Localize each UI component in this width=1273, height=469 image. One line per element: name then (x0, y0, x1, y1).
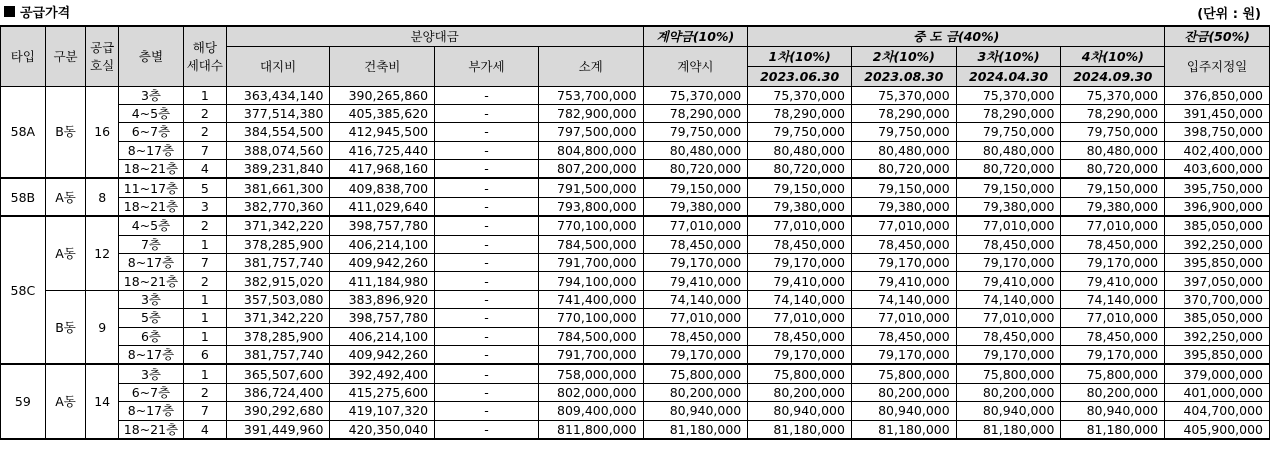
table-row (1, 123, 1270, 141)
cell-m4: 78,450,000 (1061, 235, 1165, 253)
cell-balance: 404,700,000 (1165, 402, 1270, 420)
cell-subtotal: 753,700,000 (538, 86, 643, 104)
cell-m1: 79,170,000 (748, 345, 852, 364)
cell-m3: 80,200,000 (956, 383, 1061, 401)
cell-floor: 18~21층 (118, 420, 183, 439)
cell-m1: 79,750,000 (748, 123, 852, 141)
col-land: 대지비 (226, 46, 330, 86)
cell-m2: 79,380,000 (851, 197, 956, 216)
cell-m3: 79,170,000 (956, 254, 1061, 272)
cell-m1: 77,010,000 (748, 216, 852, 235)
col-m3: 3차(10%) (956, 46, 1061, 66)
cell-floor: 6~7층 (118, 383, 183, 401)
cell-units: 1 (184, 309, 227, 327)
cell-m3: 78,450,000 (956, 235, 1061, 253)
cell-land: 381,661,300 (226, 178, 330, 197)
table-row (1, 86, 1270, 104)
cell-deposit: 80,200,000 (643, 383, 748, 401)
page-header (0, 0, 1273, 26)
cell-vat: - (435, 254, 539, 272)
col-deposit: 계약시 (643, 46, 748, 86)
cell-m2: 78,450,000 (851, 327, 956, 345)
cell-balance: 395,750,000 (1165, 178, 1270, 197)
cell-building: 398,757,780 (330, 216, 435, 235)
cell-m2: 77,010,000 (851, 216, 956, 235)
cell-floor: 18~21층 (118, 197, 183, 216)
col-balance-group: 잔금(50%) (1165, 26, 1270, 46)
cell-balance: 396,900,000 (1165, 197, 1270, 216)
cell-deposit: 75,370,000 (643, 86, 748, 104)
cell-m3: 79,750,000 (956, 123, 1061, 141)
cell-subtotal: 791,500,000 (538, 178, 643, 197)
cell-balance: 391,450,000 (1165, 104, 1270, 122)
cell-balance: 397,050,000 (1165, 272, 1270, 290)
table-header (1, 26, 1270, 86)
cell-m1: 74,140,000 (748, 290, 852, 308)
cell-m4: 79,170,000 (1061, 254, 1165, 272)
cell-m4: 79,410,000 (1061, 272, 1165, 290)
cell-m1: 79,410,000 (748, 272, 852, 290)
cell-floor: 8~17층 (118, 141, 183, 159)
price-table (0, 25, 1270, 440)
table-row (1, 309, 1270, 327)
cell-subtotal: 807,200,000 (538, 160, 643, 179)
cell-vat: - (435, 104, 539, 122)
cell-m1: 77,010,000 (748, 309, 852, 327)
cell-m3: 80,480,000 (956, 141, 1061, 159)
cell-vat: - (435, 272, 539, 290)
cell-subtotal: 784,500,000 (538, 327, 643, 345)
cell-m1: 78,450,000 (748, 235, 852, 253)
cell-m1: 80,480,000 (748, 141, 852, 159)
cell-m3: 79,150,000 (956, 178, 1061, 197)
cell-building: 416,725,440 (330, 141, 435, 159)
cell-m1: 80,940,000 (748, 402, 852, 420)
col-deposit-group: 계약금(10%) (643, 26, 748, 46)
cell-balance: 401,000,000 (1165, 383, 1270, 401)
table-row (1, 402, 1270, 420)
cell-subtotal: 791,700,000 (538, 254, 643, 272)
cell-land: 371,342,220 (226, 216, 330, 235)
cell-m4: 77,010,000 (1061, 216, 1165, 235)
cell-m4: 80,720,000 (1061, 160, 1165, 179)
cell-land: 391,449,960 (226, 420, 330, 439)
cell-land: 377,514,380 (226, 104, 330, 122)
cell-balance: 370,700,000 (1165, 290, 1270, 308)
cell-units: 7 (184, 141, 227, 159)
cell-units: 1 (184, 364, 227, 383)
cell-deposit: 79,380,000 (643, 197, 748, 216)
cell-m4: 80,200,000 (1061, 383, 1165, 401)
cell-floor: 4~5층 (118, 104, 183, 122)
cell-building: 406,214,100 (330, 235, 435, 253)
cell-building: 412,945,500 (330, 123, 435, 141)
cell-vat: - (435, 141, 539, 159)
cell-units: 2 (184, 216, 227, 235)
cell-subtotal: 794,100,000 (538, 272, 643, 290)
cell-subtotal: 802,000,000 (538, 383, 643, 401)
cell-subtotal: 804,800,000 (538, 141, 643, 159)
cell-balance: 395,850,000 (1165, 345, 1270, 364)
cell-vat: - (435, 345, 539, 364)
cell-deposit: 77,010,000 (643, 309, 748, 327)
cell-land: 365,507,600 (226, 364, 330, 383)
cell-vat: - (435, 123, 539, 141)
table-row (1, 290, 1270, 308)
col-m3-date: 2024.04.30 (956, 66, 1061, 86)
cell-m3: 81,180,000 (956, 420, 1061, 439)
table-row (1, 345, 1270, 364)
cell-units: 4 (184, 160, 227, 179)
cell-m4: 79,750,000 (1061, 123, 1165, 141)
cell-m2: 75,370,000 (851, 86, 956, 104)
cell-deposit: 81,180,000 (643, 420, 748, 439)
cell-m4: 77,010,000 (1061, 309, 1165, 327)
cell-balance: 403,600,000 (1165, 160, 1270, 179)
cell-vat: - (435, 364, 539, 383)
cell-land: 388,074,560 (226, 141, 330, 159)
cell-division: B동 (45, 86, 86, 178)
cell-balance: 405,900,000 (1165, 420, 1270, 439)
cell-building: 409,838,700 (330, 178, 435, 197)
cell-subtotal: 791,700,000 (538, 345, 643, 364)
col-supply: 공급 호실 (86, 26, 119, 86)
cell-subtotal: 770,100,000 (538, 309, 643, 327)
col-middle-group: 중 도 금(40%) (748, 26, 1165, 46)
cell-vat: - (435, 402, 539, 420)
cell-deposit: 80,720,000 (643, 160, 748, 179)
cell-m2: 74,140,000 (851, 290, 956, 308)
cell-deposit: 75,800,000 (643, 364, 748, 383)
cell-building: 392,492,400 (330, 364, 435, 383)
table-row (1, 216, 1270, 235)
cell-balance: 398,750,000 (1165, 123, 1270, 141)
cell-deposit: 80,480,000 (643, 141, 748, 159)
col-m1-date: 2023.06.30 (748, 66, 852, 86)
cell-balance: 395,850,000 (1165, 254, 1270, 272)
table-row (1, 141, 1270, 159)
cell-subtotal: 784,500,000 (538, 235, 643, 253)
cell-vat: - (435, 216, 539, 235)
col-m1: 1차(10%) (748, 46, 852, 66)
cell-division: A동 (45, 216, 86, 290)
cell-building: 411,029,640 (330, 197, 435, 216)
cell-m4: 78,450,000 (1061, 327, 1165, 345)
cell-type: 58C (1, 216, 46, 364)
cell-m3: 79,410,000 (956, 272, 1061, 290)
cell-balance: 385,050,000 (1165, 216, 1270, 235)
cell-m2: 79,170,000 (851, 345, 956, 364)
cell-units: 1 (184, 235, 227, 253)
cell-m4: 79,150,000 (1061, 178, 1165, 197)
cell-supply: 9 (86, 290, 119, 364)
cell-land: 382,770,360 (226, 197, 330, 216)
cell-division: A동 (45, 178, 86, 216)
cell-m4: 79,380,000 (1061, 197, 1165, 216)
cell-division: B동 (45, 290, 86, 364)
cell-land: 386,724,400 (226, 383, 330, 401)
table-body (1, 86, 1270, 439)
cell-subtotal: 741,400,000 (538, 290, 643, 308)
col-type: 타입 (1, 26, 46, 86)
cell-subtotal: 770,100,000 (538, 216, 643, 235)
cell-type: 58B (1, 178, 46, 216)
cell-land: 381,757,740 (226, 254, 330, 272)
cell-subtotal: 793,800,000 (538, 197, 643, 216)
cell-building: 409,942,260 (330, 254, 435, 272)
cell-floor: 4~5층 (118, 216, 183, 235)
table-row (1, 104, 1270, 122)
cell-m3: 79,380,000 (956, 197, 1061, 216)
col-division: 구분 (45, 26, 86, 86)
cell-floor: 5층 (118, 309, 183, 327)
cell-units: 2 (184, 272, 227, 290)
cell-units: 2 (184, 383, 227, 401)
cell-vat: - (435, 86, 539, 104)
cell-building: 406,214,100 (330, 327, 435, 345)
cell-m2: 75,800,000 (851, 364, 956, 383)
cell-vat: - (435, 235, 539, 253)
cell-land: 382,915,020 (226, 272, 330, 290)
cell-floor: 8~17층 (118, 254, 183, 272)
cell-land: 371,342,220 (226, 309, 330, 327)
col-units: 해당 세대수 (184, 26, 227, 86)
cell-vat: - (435, 327, 539, 345)
table-row (1, 364, 1270, 383)
cell-m3: 80,940,000 (956, 402, 1061, 420)
cell-m2: 80,940,000 (851, 402, 956, 420)
cell-subtotal: 809,400,000 (538, 402, 643, 420)
cell-deposit: 79,410,000 (643, 272, 748, 290)
cell-m4: 78,290,000 (1061, 104, 1165, 122)
cell-units: 1 (184, 86, 227, 104)
cell-supply: 16 (86, 86, 119, 178)
cell-m3: 75,370,000 (956, 86, 1061, 104)
cell-m3: 77,010,000 (956, 309, 1061, 327)
table-row (1, 235, 1270, 253)
cell-units: 1 (184, 327, 227, 345)
cell-m1: 79,150,000 (748, 178, 852, 197)
cell-m2: 80,720,000 (851, 160, 956, 179)
col-balance: 입주지정일 (1165, 46, 1270, 86)
unit-label: (단위 : 원) (1197, 7, 1261, 22)
cell-deposit: 78,450,000 (643, 327, 748, 345)
cell-deposit: 79,750,000 (643, 123, 748, 141)
cell-floor: 3층 (118, 364, 183, 383)
cell-m2: 79,170,000 (851, 254, 956, 272)
cell-supply: 8 (86, 178, 119, 216)
cell-m3: 78,290,000 (956, 104, 1061, 122)
cell-m4: 80,480,000 (1061, 141, 1165, 159)
cell-m3: 74,140,000 (956, 290, 1061, 308)
title-text: 공급가격 (20, 6, 71, 21)
cell-building: 420,350,040 (330, 420, 435, 439)
cell-balance: 392,250,000 (1165, 327, 1270, 345)
cell-building: 419,107,320 (330, 402, 435, 420)
table-row (1, 160, 1270, 179)
cell-m3: 79,170,000 (956, 345, 1061, 364)
cell-floor: 6층 (118, 327, 183, 345)
cell-building: 411,184,980 (330, 272, 435, 290)
cell-floor: 18~21층 (118, 272, 183, 290)
cell-m1: 78,450,000 (748, 327, 852, 345)
table-row (1, 327, 1270, 345)
cell-m4: 75,800,000 (1061, 364, 1165, 383)
cell-floor: 3층 (118, 290, 183, 308)
cell-land: 384,554,500 (226, 123, 330, 141)
cell-vat: - (435, 383, 539, 401)
col-floor: 층별 (118, 26, 183, 86)
cell-building: 417,968,160 (330, 160, 435, 179)
col-subtotal: 소계 (538, 46, 643, 86)
cell-m2: 79,150,000 (851, 178, 956, 197)
cell-units: 7 (184, 402, 227, 420)
cell-land: 378,285,900 (226, 327, 330, 345)
col-m2-date: 2023.08.30 (851, 66, 956, 86)
cell-m3: 80,720,000 (956, 160, 1061, 179)
cell-supply: 14 (86, 364, 119, 439)
cell-m3: 78,450,000 (956, 327, 1061, 345)
cell-building: 390,265,860 (330, 86, 435, 104)
cell-land: 378,285,900 (226, 235, 330, 253)
cell-vat: - (435, 160, 539, 179)
cell-m4: 79,170,000 (1061, 345, 1165, 364)
cell-building: 405,385,620 (330, 104, 435, 122)
cell-m4: 81,180,000 (1061, 420, 1165, 439)
cell-m1: 78,290,000 (748, 104, 852, 122)
cell-balance: 402,400,000 (1165, 141, 1270, 159)
cell-m2: 80,480,000 (851, 141, 956, 159)
cell-land: 390,292,680 (226, 402, 330, 420)
cell-m2: 79,410,000 (851, 272, 956, 290)
cell-units: 7 (184, 254, 227, 272)
cell-deposit: 79,150,000 (643, 178, 748, 197)
cell-balance: 379,000,000 (1165, 364, 1270, 383)
cell-vat: - (435, 309, 539, 327)
cell-units: 2 (184, 104, 227, 122)
cell-m3: 75,800,000 (956, 364, 1061, 383)
cell-subtotal: 758,000,000 (538, 364, 643, 383)
cell-vat: - (435, 197, 539, 216)
cell-m2: 78,450,000 (851, 235, 956, 253)
cell-vat: - (435, 290, 539, 308)
col-vat: 부가세 (435, 46, 539, 86)
cell-m4: 75,370,000 (1061, 86, 1165, 104)
cell-subtotal: 797,500,000 (538, 123, 643, 141)
cell-floor: 8~17층 (118, 402, 183, 420)
cell-balance: 376,850,000 (1165, 86, 1270, 104)
cell-floor: 6~7층 (118, 123, 183, 141)
cell-units: 3 (184, 197, 227, 216)
table-row (1, 272, 1270, 290)
section-title (4, 2, 70, 21)
col-building: 건축비 (330, 46, 435, 86)
cell-floor: 8~17층 (118, 345, 183, 364)
cell-land: 363,434,140 (226, 86, 330, 104)
cell-m1: 75,800,000 (748, 364, 852, 383)
cell-balance: 392,250,000 (1165, 235, 1270, 253)
cell-m1: 80,200,000 (748, 383, 852, 401)
table-row (1, 383, 1270, 401)
col-m2: 2차(10%) (851, 46, 956, 66)
cell-m2: 78,290,000 (851, 104, 956, 122)
cell-m4: 74,140,000 (1061, 290, 1165, 308)
cell-units: 2 (184, 123, 227, 141)
cell-units: 4 (184, 420, 227, 439)
cell-m2: 80,200,000 (851, 383, 956, 401)
cell-m2: 79,750,000 (851, 123, 956, 141)
cell-land: 357,503,080 (226, 290, 330, 308)
cell-deposit: 78,290,000 (643, 104, 748, 122)
cell-units: 6 (184, 345, 227, 364)
cell-m1: 81,180,000 (748, 420, 852, 439)
cell-deposit: 74,140,000 (643, 290, 748, 308)
cell-m1: 75,370,000 (748, 86, 852, 104)
col-m4: 4차(10%) (1061, 46, 1165, 66)
table-row (1, 197, 1270, 216)
cell-m1: 79,170,000 (748, 254, 852, 272)
table-row (1, 178, 1270, 197)
cell-units: 5 (184, 178, 227, 197)
cell-building: 409,942,260 (330, 345, 435, 364)
cell-m2: 77,010,000 (851, 309, 956, 327)
cell-floor: 3층 (118, 86, 183, 104)
table-row (1, 420, 1270, 439)
cell-type: 58A (1, 86, 46, 178)
cell-subtotal: 782,900,000 (538, 104, 643, 122)
cell-supply: 12 (86, 216, 119, 290)
square-bullet-icon (4, 6, 15, 17)
cell-deposit: 78,450,000 (643, 235, 748, 253)
cell-deposit: 77,010,000 (643, 216, 748, 235)
cell-floor: 7층 (118, 235, 183, 253)
cell-subtotal: 811,800,000 (538, 420, 643, 439)
cell-deposit: 79,170,000 (643, 254, 748, 272)
cell-division: A동 (45, 364, 86, 439)
cell-floor: 11~17층 (118, 178, 183, 197)
cell-floor: 18~21층 (118, 160, 183, 179)
cell-building: 398,757,780 (330, 309, 435, 327)
cell-m3: 77,010,000 (956, 216, 1061, 235)
cell-m2: 81,180,000 (851, 420, 956, 439)
cell-m1: 80,720,000 (748, 160, 852, 179)
cell-building: 415,275,600 (330, 383, 435, 401)
cell-vat: - (435, 420, 539, 439)
cell-balance: 385,050,000 (1165, 309, 1270, 327)
col-m4-date: 2024.09.30 (1061, 66, 1165, 86)
cell-vat: - (435, 178, 539, 197)
cell-deposit: 79,170,000 (643, 345, 748, 364)
cell-m1: 79,380,000 (748, 197, 852, 216)
cell-land: 389,231,840 (226, 160, 330, 179)
cell-units: 1 (184, 290, 227, 308)
cell-deposit: 80,940,000 (643, 402, 748, 420)
col-sale-price: 분양대금 (226, 26, 643, 46)
cell-m4: 80,940,000 (1061, 402, 1165, 420)
cell-type: 59 (1, 364, 46, 439)
cell-land: 381,757,740 (226, 345, 330, 364)
cell-building: 383,896,920 (330, 290, 435, 308)
table-row (1, 254, 1270, 272)
